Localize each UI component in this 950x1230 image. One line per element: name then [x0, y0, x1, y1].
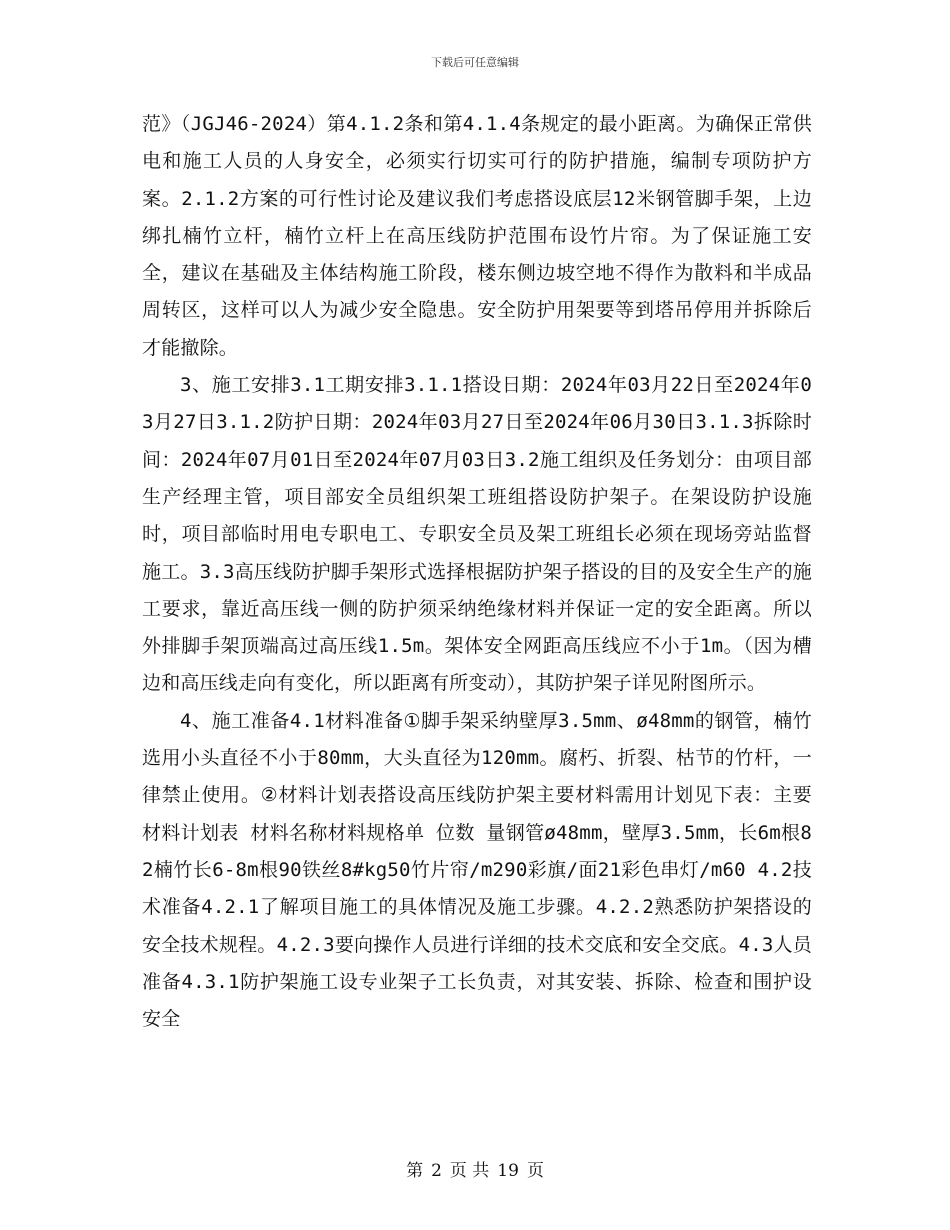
total-pages: 19 [497, 1161, 519, 1181]
paragraph-continuation: 范》（JGJ46-2024）第4.1.2条和第4.1.4条规定的最小距离。为确保正常供电和施工人员的人身安全，必须实行切实可行的防护措施，编制专项防护方案。2.1.2方案的可行性讨论及建议我们考虑搭设底层12米钢管脚手架，上边绑扎楠竹立杆，楠竹立杆上在高压线防护范围布设竹片帘。为了保证施工安全，建议在基础及主体结构施工阶段，楼东侧边坡空地不得作为散料和半成品周转区，这样可以人为减少安全隐患。安全防护用架要等到塔吊停用并拆除后才能撤除。 [142, 113, 812, 359]
page-footer [0, 1156, 950, 1181]
document-body [142, 106, 812, 1038]
page-mid: 页 共 [449, 1161, 490, 1181]
paragraph-section-4: 4、施工准备4.1材料准备①脚手架采纳壁厚3.5mm、ø48mm的钢管，楠竹选用小头直径不小于80mm，大头直径为120mm。腐朽、折裂、枯节的竹杆，一律禁止使用。②材料计划表搭设高压线防护架主要材料需用计划见下表：主要材料计划表 材料名称材料规格单 位数 量钢管ø48mm，壁厚3.5mm，长6m根82楠竹长6-8m根90铁丝8#kg50竹片帘/m290彩旗/面21彩色串灯/m60 4.2技术准备4.2.1了解项目施工的具体情况及施工步骤。4.2.2熟悉防护架搭设的安全技术规程。4.2.3要向操作人员进行详细的技术交底和安全交底。4.3人员准备4.3.1防护架施工设专业架子工长负责，对其安装、拆除、检查和围护设安全 [142, 709, 812, 1031]
header-note: 下载后可任意编辑 [431, 56, 519, 69]
page-number: 2 [431, 1161, 442, 1181]
page-suffix: 页 [526, 1161, 544, 1181]
page-prefix: 第 [406, 1161, 424, 1181]
paragraph-section-3: 3、施工安排3.1工期安排3.1.1搭设日期：2024年03月22日至2024年03月27日3.1.2防护日期：2024年03月27日至2024年06月30日3.1.3拆除时间：2024年07月01日至2024年07月03日3.2施工组织及任务划分：由项目部生产经理主管，项目部安全员组织架工班组搭设防护架子。在架设防护设施时，项目部临时用电专职电工、专职安全员及架工班组长必须在现场旁站监督施工。3.3高压线防护脚手架形式选择根据防护架子搭设的目的及安全生产的施工要求，靠近高压线一侧的防护须采纳绝缘材料并保证一定的安全距离。所以外排脚手架顶端高过高压线1.5m。架体安全网距高压线应不小于1m。（因为槽边和高压线走向有变化，所以距离有所变动），其防护架子详见附图所示。 [142, 374, 812, 695]
